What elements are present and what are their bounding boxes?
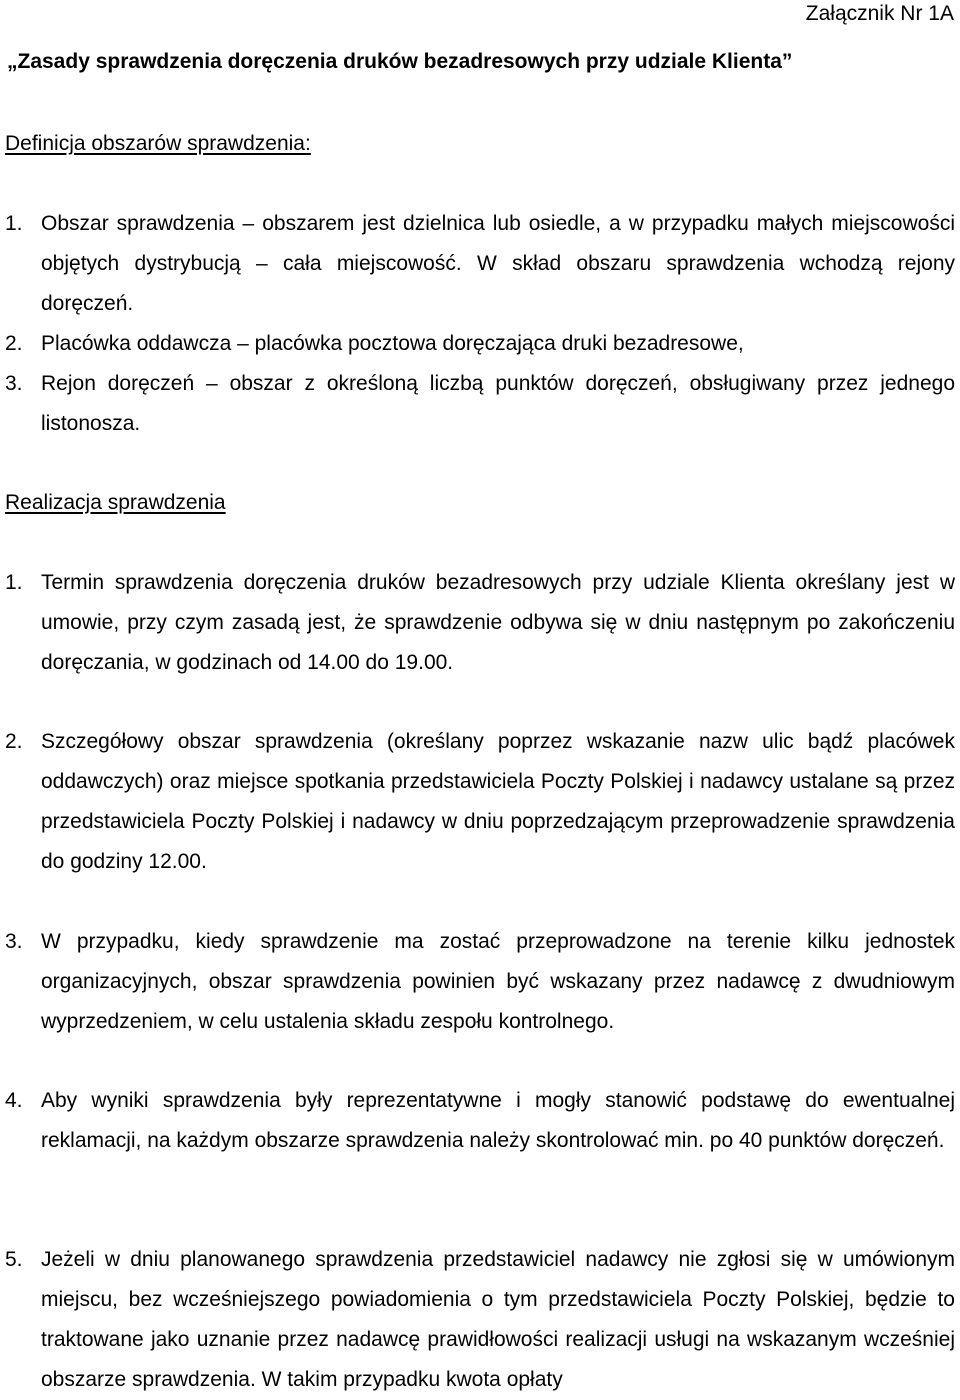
- list-number: 5.: [5, 1248, 23, 1271]
- list-text: Obszar sprawdzenia – obszarem jest dzielnica lub osiedle, a w przypadku małych miejscowości objętych dystrybucją – cała miejscowość. W skład obszaru sprawdzenia wchodzą rejony doręczeń.: [41, 212, 955, 315]
- list-number: 2.: [5, 332, 23, 355]
- list-number: 3.: [5, 372, 23, 395]
- list-text: Placówka oddawcza – placówka pocztowa doręczająca druki bezadresowe,: [41, 332, 744, 355]
- realization-item-1: [5, 563, 955, 683]
- list-number: 4.: [5, 1089, 23, 1112]
- list-text: Jeżeli w dniu planowanego sprawdzenia przedstawiciel nadawcy nie zgłosi się w umówionym miejscu, bez wcześniejszego powiadomienia o tym przedstawiciela Poczty Polskiej, będzie to traktowane jako uznanie przez nadawcę prawidłowości realizacji usługi na wskazanym wcześniej obszarze sprawdzenia. W takim przypadku kwota opłaty: [41, 1248, 955, 1391]
- realization-item-5: [5, 1240, 955, 1400]
- realization-item-2: [5, 722, 955, 882]
- list-number: 3.: [5, 930, 23, 953]
- annex-label: Załącznik Nr 1A: [805, 2, 954, 25]
- definition-item-1: [5, 204, 955, 324]
- realization-item-3: [5, 922, 955, 1042]
- list-text: W przypadku, kiedy sprawdzenie ma zostać przeprowadzone na terenie kilku jednostek organizacyjnych, obszar sprawdzenia powinien być wskazany przez nadawcę z dwudniowym wyprzedzeniem, w celu ustalenia składu zespołu kontrolnego.: [41, 930, 955, 1033]
- list-text: Szczegółowy obszar sprawdzenia (określany poprzez wskazanie nazw ulic bądź placówek oddawczych) oraz miejsce spotkania przedstawiciela Poczty Polskiej i nadawcy ustalane są przez przedstawiciela Poczty Polskiej i nadawcy w dniu poprzedzającym przeprowadzenie sprawdzenia do godziny 12.00.: [41, 730, 955, 873]
- definitions-heading: Definicja obszarów sprawdzenia:: [5, 132, 311, 155]
- definition-item-3: [5, 364, 955, 444]
- document-title: „Zasady sprawdzenia doręczenia druków bezadresowych przy udziale Klienta”: [7, 50, 793, 73]
- list-number: 1.: [5, 212, 23, 235]
- list-text: Rejon doręczeń – obszar z określoną liczbą punktów doręczeń, obsługiwany przez jednego listonosza.: [41, 372, 955, 435]
- definition-item-2: [5, 324, 955, 364]
- list-text: Aby wyniki sprawdzenia były reprezentatywne i mogły stanowić podstawę do ewentualnej reklamacji, na każdym obszarze sprawdzenia należy skontrolować min. po 40 punktów doręczeń.: [41, 1089, 955, 1152]
- realization-item-4: [5, 1081, 955, 1161]
- realization-heading: Realizacja sprawdzenia: [5, 491, 226, 514]
- list-number: 2.: [5, 730, 23, 753]
- list-text: Termin sprawdzenia doręczenia druków bezadresowych przy udziale Klienta określany jest w umowie, przy czym zasadą jest, że sprawdzenie odbywa się w dniu następnym po zakończeniu doręczania, w godzinach od 14.00 do 19.00.: [41, 571, 955, 674]
- list-number: 1.: [5, 571, 23, 594]
